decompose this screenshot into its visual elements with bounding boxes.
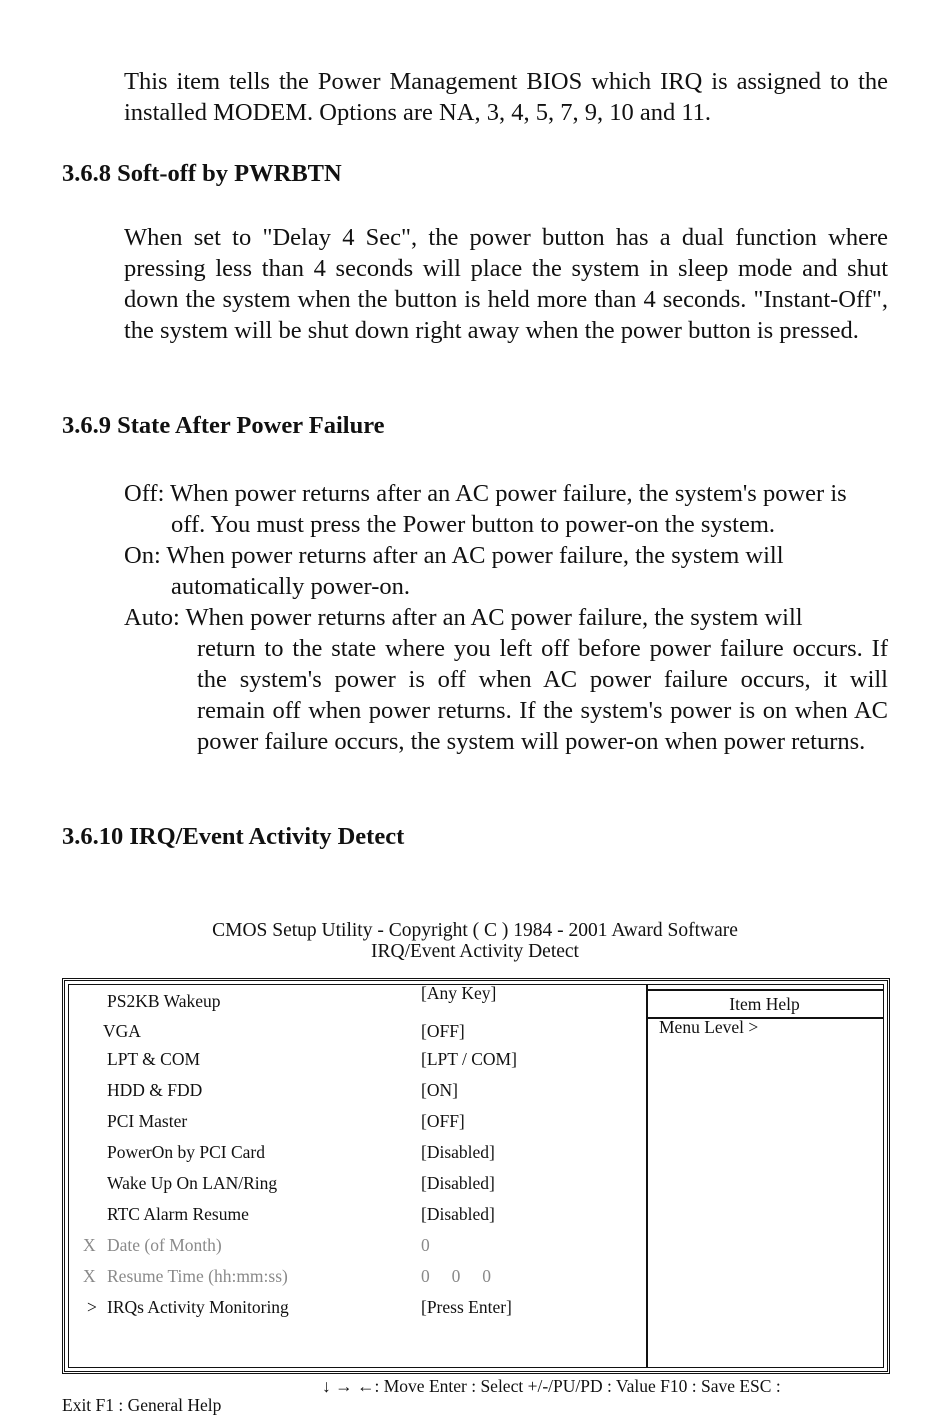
bios-item-value[interactable]: [Disabled] [421,1204,495,1224]
bios-item-label: Date (of Month) [107,1235,222,1255]
bios-item-marker: X [83,1266,96,1286]
option-off [124,478,888,540]
bios-panel [68,984,884,1368]
section-368-body: When set to "Delay 4 Sec", the power button has a dual function where pressing less than 4 seconds will place the system in sleep mode and shut down the system when the button is held more than 4 seconds. "Instant-Off", the system will be shut down right away when the power button is pressed. [124,224,888,344]
bios-item-label: Wake Up On LAN/Ring [107,1173,278,1193]
bios-caption-title: CMOS Setup Utility - Copyright ( C ) 1984 - 2001 Award Software [212,920,738,941]
option-off-lead: Off: When power returns after an AC power failure, the system's power is [124,480,847,507]
option-auto [124,602,888,757]
bios-item-label: VGA [103,1021,141,1041]
bios-item-value[interactable]: [ON] [421,1080,458,1100]
bios-item-label: PS2KB Wakeup [107,991,221,1011]
bios-item-value[interactable]: [Any Key] [421,983,497,1003]
bios-item-label: RTC Alarm Resume [107,1204,249,1224]
bios-item-label: IRQs Activity Monitoring [107,1297,289,1317]
bios-item-label: HDD & FDD [107,1080,203,1100]
intro-paragraph: This item tells the Power Management BIOS which IRQ is assigned to the installed MODEM. Options are NA, 3, 4, 5, 7, 9, 10 and 11. [124,68,888,126]
bios-key-legend-continued: Exit F1 : General Help [62,1395,222,1415]
bios-item-value[interactable]: [Press Enter] [421,1297,512,1317]
bios-caption-subtitle: IRQ/Event Activity Detect [371,941,579,962]
bios-item-value: 0 [421,1235,430,1255]
option-on-rest: automatically power-on. [171,573,410,600]
option-on [124,540,888,602]
bios-item-label: Resume Time (hh:mm:ss) [107,1266,288,1286]
bios-item-value[interactable]: [LPT / COM] [421,1049,517,1069]
section-368-heading: 3.6.8 Soft-off by PWRBTN [62,160,342,187]
item-help-heading: Item Help [646,989,883,1019]
option-auto-rest: return to the state where you left off before power failure occurs. If the system's power is off when AC power failure occurs, it will remain off when power returns. If the system's power is on when AC power failure occurs, the system will power-on when power returns. [197,635,888,755]
bios-setup-screen [62,978,890,1374]
section-3610-heading: 3.6.10 IRQ/Event Activity Detect [62,823,405,850]
section-369-heading: 3.6.9 State After Power Failure [62,412,385,439]
menu-level-text: Menu Level > [659,1017,759,1037]
bios-item-value[interactable]: [Disabled] [421,1173,495,1193]
bios-key-legend: ↓ → ←: Move Enter : Select +/-/PU/PD : Value F10 : Save ESC : [322,1376,781,1396]
option-on-lead: On: When power returns after an AC power failure, the system will [124,542,784,569]
bios-item-label: LPT & COM [107,1049,201,1069]
bios-item-value: 0 0 0 [421,1266,491,1286]
bios-item-marker: X [83,1235,96,1255]
option-auto-lead: Auto: When power returns after an AC power failure, the system will [124,604,803,631]
bios-panel-divider [646,985,648,1367]
bios-item-label: PCI Master [107,1111,188,1131]
bios-item-value[interactable]: [Disabled] [421,1142,495,1162]
bios-item-value[interactable]: [OFF] [421,1111,465,1131]
bios-item-label: PowerOn by PCI Card [107,1142,265,1162]
option-off-rest: off. You must press the Power button to power-on the system. [171,511,776,538]
bios-item-marker: > [87,1297,97,1317]
bios-item-value[interactable]: [OFF] [421,1021,465,1041]
